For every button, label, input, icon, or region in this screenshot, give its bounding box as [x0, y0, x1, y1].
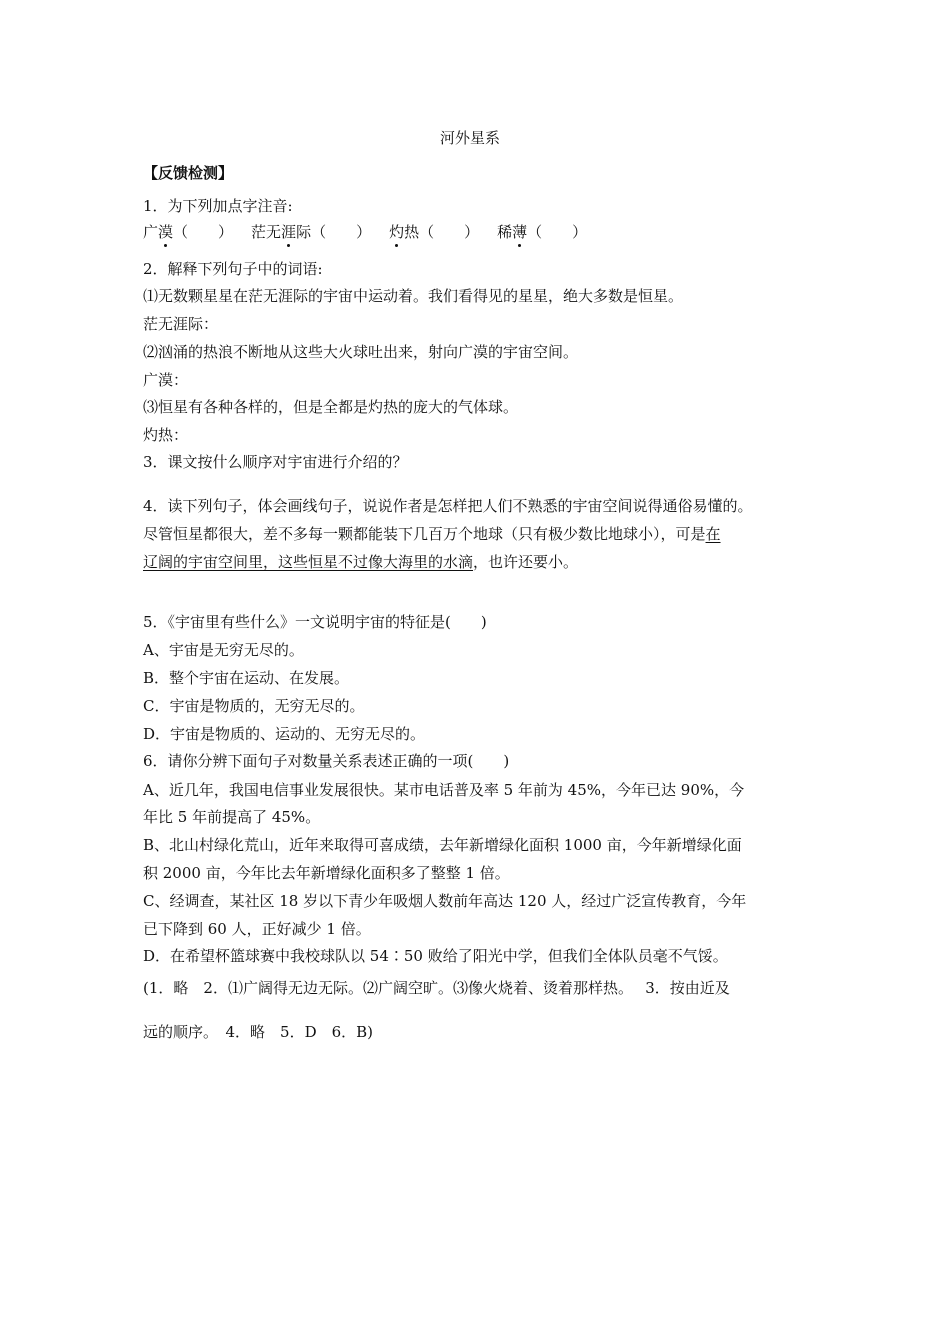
q4-sentence-line: 辽阔的宇宙空间里，这些恒星不过像大海里的水滴，也许还要小。 — [143, 553, 579, 571]
q2-sentence-2: ⑵汹涌的热浪不断地从这些大火球吐出来，射向广漠的宇宙空间。 — [143, 343, 579, 361]
q6-option-a-cont: 年比 5 年前提高了 45%。 — [143, 808, 321, 826]
q5-prompt: 5．《宇宙里有些什么》一文说明宇宙的特征是( ) — [143, 613, 487, 631]
q2-prompt: 2．解释下列句子中的词语: — [143, 260, 323, 278]
q5-option-d: D．宇宙是物质的、运动的、无穷无尽的。 — [143, 725, 426, 743]
q4-prompt: 4．读下列句子，体会画线句子，说说作者是怎样把人们不熟悉的宇宙空间说得通俗易懂的。 — [143, 497, 753, 515]
dotted-char: 漠 — [158, 223, 174, 241]
dotted-char: 灼 — [389, 223, 405, 241]
q3-prompt: 3．课文按什么顺序对宇宙进行介绍的？ — [143, 453, 408, 471]
q2-sentence-1: ⑴无数颗星星在茫无涯际的宇宙中运动着。我们看得见的星星，绝大多数是恒星。 — [143, 287, 684, 305]
q6-prompt: 6．请你分辨下面句子对数量关系表述正确的一项( ) — [143, 752, 510, 770]
q5-option-c: C．宇宙是物质的，无穷无尽的。 — [143, 697, 365, 715]
q6-option-c-cont: 已下降到 60 人，正好减少 1 倍。 — [143, 920, 371, 938]
q5-option-b: B．整个宇宙在运动、在发展。 — [143, 669, 350, 687]
q1-item: 稀薄（ ） — [497, 223, 588, 241]
document-title: 河外星系 — [440, 129, 501, 147]
dotted-char: 涯 — [281, 223, 297, 241]
q6-option-d: D．在希望杯篮球赛中我校球队以 54∶50 败给了阳光中学，但我们全体队员毫不气馁。 — [143, 947, 728, 965]
section-heading: 【反馈检测】 — [143, 164, 234, 182]
q2-word-3: 灼热： — [143, 426, 189, 444]
q6-option-b-cont: 积 2000 亩，今年比去年新增绿化面积多了整整 1 倍。 — [143, 864, 510, 882]
q6-option-c: C、经调查，某社区 18 岁以下青少年吸烟人数前年高达 120 人，经过广泛宣传教育，今年 — [143, 892, 747, 910]
q1-item: 灼热（ ） — [389, 223, 480, 241]
q6-option-a: A、近几年，我国电信事业发展很快。某市电话普及率 5 年前为 45%，今年已达 90%，今 — [143, 781, 745, 799]
q1-item: 茫无涯际（ ） — [251, 223, 372, 241]
q1-prompt: 1．为下列加点字注音: — [143, 197, 293, 215]
q2-word-1: 茫无涯际： — [143, 315, 219, 333]
q2-word-2: 广漠： — [143, 371, 189, 389]
q1-items — [143, 222, 587, 242]
dotted-char: 薄 — [512, 223, 528, 241]
answer-key: (1．略 2．⑴广阔得无边无际。⑵广阔空旷。⑶像火烧着、烫着那样热。 3．按由近及 — [143, 979, 730, 997]
underlined-text: 在 — [705, 525, 721, 543]
q2-sentence-3: ⑶恒星有各种各样的，但是全都是灼热的庞大的气体球。 — [143, 398, 519, 416]
q4-sentence-line: 尽管恒星都很大，差不多每一颗都能装下几百万个地球（只有极少数比地球小），可是在 — [143, 525, 721, 543]
q1-item: 广漠（ ） — [143, 223, 234, 241]
underlined-text: 辽阔的宇宙空间里，这些恒星不过像大海里的水滴 — [143, 553, 474, 571]
q5-option-a: A、宇宙是无穷无尽的。 — [143, 641, 304, 659]
answer-key-cont: 远的顺序。 4．略 5．D 6．B) — [143, 1023, 374, 1041]
q6-option-b: B、北山村绿化荒山，近年来取得可喜成绩，去年新增绿化面积 1000 亩，今年新增绿化面 — [143, 836, 742, 854]
